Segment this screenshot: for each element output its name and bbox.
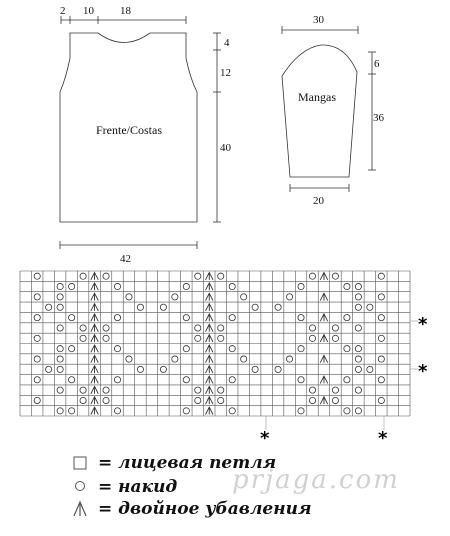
double-decrease-mark [91, 283, 98, 290]
yarn-over-mark [195, 273, 201, 279]
yarn-over-mark [218, 325, 224, 331]
col-marker-2: * [378, 428, 388, 449]
square-icon [70, 454, 92, 472]
dim-top-3: 18 [120, 5, 131, 17]
double-decrease-mark [91, 366, 98, 373]
yarn-over-mark [355, 356, 361, 362]
yarn-over-mark [286, 356, 292, 362]
yarn-over-mark [195, 325, 201, 331]
sleeve-dim-bottom: 20 [313, 195, 324, 207]
double-decrease-mark [206, 283, 213, 290]
yarn-over-mark [275, 304, 281, 310]
yarn-over-mark [103, 273, 109, 279]
double-decrease-mark [320, 355, 327, 362]
dim-top-2: 10 [83, 5, 94, 17]
yarn-over-mark [160, 366, 166, 372]
legend-double-decrease [70, 498, 311, 520]
double-decrease-mark [206, 366, 213, 373]
yarn-over-mark [355, 346, 361, 352]
yarn-over-mark [183, 346, 189, 352]
yarn-over-mark [69, 315, 75, 321]
yarn-over-mark [69, 408, 75, 414]
yarn-over-mark [114, 377, 120, 383]
dim-top-1: 2 [60, 5, 66, 17]
yarn-over-mark [344, 283, 350, 289]
yarn-over-mark [57, 304, 63, 310]
yarn-over-mark [80, 397, 86, 403]
double-decrease-mark [206, 355, 213, 362]
double-decrease-mark [206, 397, 213, 404]
yarn-over-mark [332, 273, 338, 279]
double-decrease-mark [206, 273, 213, 280]
yarn-over-mark [332, 387, 338, 393]
double-decrease-mark [206, 293, 213, 300]
yarn-over-mark [367, 366, 373, 372]
yarn-over-mark [218, 397, 224, 403]
yarn-over-mark [378, 335, 384, 341]
yarn-over-mark [218, 387, 224, 393]
yarn-over-mark [309, 387, 315, 393]
yarn-over-mark [34, 315, 40, 321]
sleeve-schematic [282, 26, 376, 192]
yarn-over-mark [378, 294, 384, 300]
yarn-over-mark [57, 387, 63, 393]
yarn-over-mark [332, 335, 338, 341]
yarn-over-mark [355, 325, 361, 331]
yarn-over-mark [229, 377, 235, 383]
yarn-over-mark [309, 273, 315, 279]
yarn-over-mark [34, 335, 40, 341]
yarn-over-mark [114, 346, 120, 352]
yarn-over-mark [103, 397, 109, 403]
sleeve-dim-right-2: 36 [373, 112, 384, 124]
yarn-over-mark [126, 356, 132, 362]
yarn-over-mark [229, 346, 235, 352]
yarn-over-mark [355, 387, 361, 393]
yarn-over-mark [195, 387, 201, 393]
col-marker-1: * [260, 428, 270, 449]
stitch-chart [20, 271, 410, 416]
double-decrease-mark [206, 314, 213, 321]
dim-right-2: 12 [220, 67, 231, 79]
double-decrease-mark [320, 376, 327, 383]
dim-right-3: 40 [220, 142, 231, 154]
row-marker-2: * [418, 361, 428, 382]
yarn-over-mark [34, 397, 40, 403]
yarn-over-mark [34, 294, 40, 300]
yarn-over-mark [80, 335, 86, 341]
double-decrease-mark [206, 335, 213, 342]
watermark: prjaga.com [232, 465, 400, 495]
double-decrease-mark [320, 273, 327, 280]
yarn-over-mark [195, 335, 201, 341]
yarn-over-mark [103, 335, 109, 341]
yarn-over-mark [252, 304, 258, 310]
yarn-over-mark [229, 283, 235, 289]
yarn-over-mark [34, 356, 40, 362]
double-decrease-mark [206, 386, 213, 393]
yarn-over-mark [34, 273, 40, 279]
circle-icon [70, 478, 92, 496]
yarn-over-mark [69, 377, 75, 383]
double-decrease-mark [91, 397, 98, 404]
yarn-over-mark [344, 408, 350, 414]
yarn-over-mark [378, 273, 384, 279]
double-decrease-icon [70, 500, 92, 518]
sleeve-label: Mangas [298, 90, 336, 104]
double-decrease-mark [91, 407, 98, 414]
yarn-over-mark [137, 304, 143, 310]
yarn-over-mark [241, 294, 247, 300]
yarn-over-mark [367, 304, 373, 310]
yarn-over-mark [57, 366, 63, 372]
sleeve-dim-right-1: 6 [374, 58, 380, 70]
yarn-over-mark [298, 408, 304, 414]
yarn-over-mark [355, 408, 361, 414]
yarn-over-mark [355, 294, 361, 300]
yarn-over-mark [183, 408, 189, 414]
yarn-over-mark [378, 315, 384, 321]
yarn-over-mark [252, 366, 258, 372]
yarn-over-mark [218, 273, 224, 279]
row-marker-1: * [418, 314, 428, 335]
yarn-over-mark [57, 325, 63, 331]
double-decrease-mark [91, 376, 98, 383]
double-decrease-mark [91, 273, 98, 280]
yarn-over-mark [298, 283, 304, 289]
yarn-over-mark [183, 315, 189, 321]
dim-right-1: 4 [224, 37, 230, 49]
yarn-over-mark [275, 366, 281, 372]
double-decrease-mark [320, 397, 327, 404]
yarn-over-mark [344, 315, 350, 321]
legend-yarnover-text: = накид [98, 477, 178, 497]
double-decrease-mark [320, 335, 327, 342]
yarn-over-mark [34, 377, 40, 383]
double-decrease-mark [91, 324, 98, 331]
yarn-over-mark [69, 346, 75, 352]
yarn-over-mark [355, 283, 361, 289]
double-decrease-mark [320, 293, 327, 300]
yarn-over-mark [160, 304, 166, 310]
yarn-over-mark [69, 283, 75, 289]
yarn-over-mark [298, 346, 304, 352]
yarn-over-mark [229, 408, 235, 414]
double-decrease-mark [206, 304, 213, 311]
yarn-over-mark [332, 397, 338, 403]
yarn-over-mark [172, 356, 178, 362]
yarn-over-mark [355, 366, 361, 372]
yarn-over-mark [344, 346, 350, 352]
yarn-over-mark [309, 397, 315, 403]
dim-bottom: 42 [120, 253, 131, 265]
yarn-over-mark [80, 325, 86, 331]
yarn-over-mark [103, 325, 109, 331]
yarn-over-mark [57, 283, 63, 289]
yarn-over-mark [195, 397, 201, 403]
yarn-over-mark [298, 377, 304, 383]
yarn-over-mark [126, 294, 132, 300]
double-decrease-mark [206, 407, 213, 414]
double-decrease-mark [206, 376, 213, 383]
yarn-over-mark [114, 408, 120, 414]
yarn-over-mark [378, 356, 384, 362]
double-decrease-mark [91, 335, 98, 342]
yarn-over-mark [286, 294, 292, 300]
double-decrease-mark [91, 386, 98, 393]
yarn-over-mark [57, 408, 63, 414]
double-decrease-mark [320, 314, 327, 321]
yarn-over-mark [183, 283, 189, 289]
yarn-over-mark [241, 356, 247, 362]
yarn-over-mark [378, 377, 384, 383]
yarn-over-mark [229, 315, 235, 321]
yarn-over-mark [57, 356, 63, 362]
yarn-over-mark [46, 304, 52, 310]
yarn-over-mark [57, 294, 63, 300]
yarn-over-mark [114, 315, 120, 321]
yarn-over-mark [172, 294, 178, 300]
double-decrease-mark [91, 293, 98, 300]
double-decrease-mark [91, 345, 98, 352]
front-back-label: Frente/Costas [96, 123, 162, 137]
yarn-over-mark [57, 346, 63, 352]
legend-yarnover [70, 476, 177, 498]
yarn-over-mark [298, 315, 304, 321]
yarn-over-mark [137, 366, 143, 372]
double-decrease-mark [206, 324, 213, 331]
sleeve-dim-top: 30 [313, 14, 324, 26]
yarn-over-mark [80, 273, 86, 279]
double-decrease-mark [206, 345, 213, 352]
yarn-over-mark [80, 387, 86, 393]
legend-knit-text: = лицевая петля [98, 453, 277, 473]
double-decrease-mark [91, 314, 98, 321]
yarn-over-mark [309, 325, 315, 331]
yarn-over-mark [103, 387, 109, 393]
yarn-over-mark [114, 283, 120, 289]
yarn-over-mark [218, 335, 224, 341]
yarn-over-mark [309, 335, 315, 341]
yarn-over-mark [344, 377, 350, 383]
yarn-over-mark [355, 304, 361, 310]
yarn-over-mark [46, 366, 52, 372]
yarn-over-mark [378, 397, 384, 403]
legend-double-decrease-text: = двойное убавления [98, 499, 312, 519]
yarn-over-mark [332, 325, 338, 331]
double-decrease-mark [91, 355, 98, 362]
double-decrease-mark [91, 304, 98, 311]
yarn-over-mark [183, 377, 189, 383]
